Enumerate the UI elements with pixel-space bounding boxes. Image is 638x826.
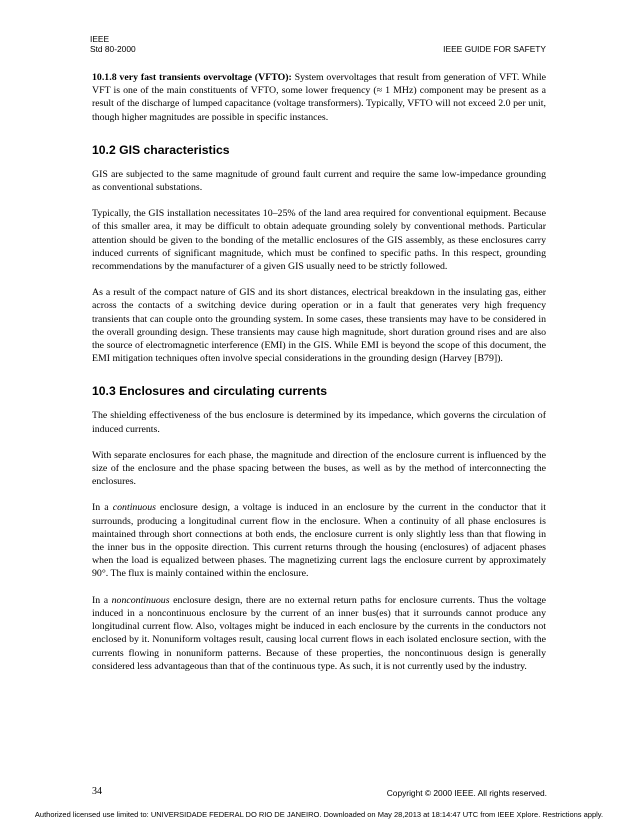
paragraph-10-3-3 [92,501,546,580]
paragraph-10-2-3: As a result of the compact nature of GIS and its short distances, electrical breakdown in the insulating gas, either across the contacts of a switching device during operation or in a fault that generates very high frequency transients that can couple onto the grounding system. In some cases, these transients may have to be considered in the overall grounding design. These transients may cause high magnitude, short duration ground rises and are also the source of electromagnetic interference (EMI) in the GIS. While EMI is beyond the scope of this document, the EMI mitigation techniques often involve special considerations in the grounding design (Harvey [B79]). [92,287,546,365]
paragraph-10-3-2: With separate enclosures for each phase, the magnitude and direction of the enclosure current is influenced by the size of the enclosure and the phase spacing between the buses, as well as by the method of interconnecting the enclosures. [92,449,546,488]
section-heading-10-3: 10.3 Enclosures and circulating currents [92,384,328,399]
running-header-title: IEEE GUIDE FOR SAFETY [443,44,546,54]
paragraph-text: enclosure design, there are no external return paths for enclosure currents. Thus the voltage induced in a noncontinuous enclosure by the current of an inner bus(es) that it surrounds cannot produce any longitudinal current flow. Also, voltages might be induced in each enclosure by the currents in the conductors not enclosed by it. Nonuniform voltages result, causing local current flows in each isolated enclosure section, with the currents flowing in nonuniform patterns. Because of these properties, the noncontinuous design is generally considered less advantageous than that of the continuous type. As such, it is not currently used by the industry. [92,594,546,672]
license-notice: Authorized licensed use limited to: UNIVERSIDADE FEDERAL DO RIO DE JANEIRO. Downloaded on May 28,2013 at 18:14:47 UTC from IEEE Xplore. Restrictions apply. [34,810,604,819]
definition-term: 10.1.8 very fast transients overvoltage (VFTO): [92,72,292,83]
page-body [92,71,546,686]
running-header-left [90,34,136,54]
page-number: 34 [92,786,102,797]
paragraph-text: enclosure design, a voltage is induced in an enclosure by the current in the conductor that it surrounds, producing a longitudinal current flow in the enclosure. When a continuity of all phase enclosures is maintained through short connections at both ends, the enclosure current is only slightly less than that flowing in the inner bus in the opposite direction. This current returns through the housing (enclosures) of adjacent phases when the load is equalized between phases. The magnetizing current lags the enclosure current by approximately 90°. The flux is mainly contained within the enclosure. [92,502,547,580]
paragraph-10-3-1: The shielding effectiveness of the bus enclosure is determined by its impedance, which governs the circulation of induced currents. [92,410,546,435]
copyright-notice: Copyright © 2000 IEEE. All rights reserved. [386,788,547,798]
header-org: IEEE [90,34,110,44]
definition-text: System overvoltages that result from generation of VFT. While VFT is one of the main constituents of VFTO, some lower frequency (≈ 1 MHz) component may be present as a result of the discharge of lumped capacitance (voltage transformers). Typically, VFTO will not exceed 2.0 per unit, though higher magnitudes are possible in specific instances. [92,72,546,123]
paragraph-10-2-1: GIS are subjected to the same magnitude of ground fault current and require the same low-impedance grounding as conventional substations. [92,168,546,194]
section-heading-10-2: 10.2 GIS characteristics [92,142,230,157]
paragraph-10-2-2: Typically, the GIS installation necessitates 10–25% of the land area required for conventional equipment. Because of this smaller area, it may be difficult to obtain adequate grounding solely by conventional methods. Particular attention should be given to the bonding of the metallic enclosures of the GIS assembly, as these enclosures carry induced currents of significant magnitude, which must be confined to specific paths. In this respect, grounding recommendations by the manufacturer of a given GIS usually need to be strictly followed. [92,208,546,273]
paragraph-text: In a [92,594,112,606]
definition-10-1-8 [92,71,546,124]
paragraph-text: In a [92,502,113,514]
paragraph-10-3-4 [92,594,546,673]
header-std-number: Std 80-2000 [90,44,136,54]
emphasis-continuous: continuous [112,502,156,514]
emphasis-noncontinuous: noncontinuous [111,594,170,606]
